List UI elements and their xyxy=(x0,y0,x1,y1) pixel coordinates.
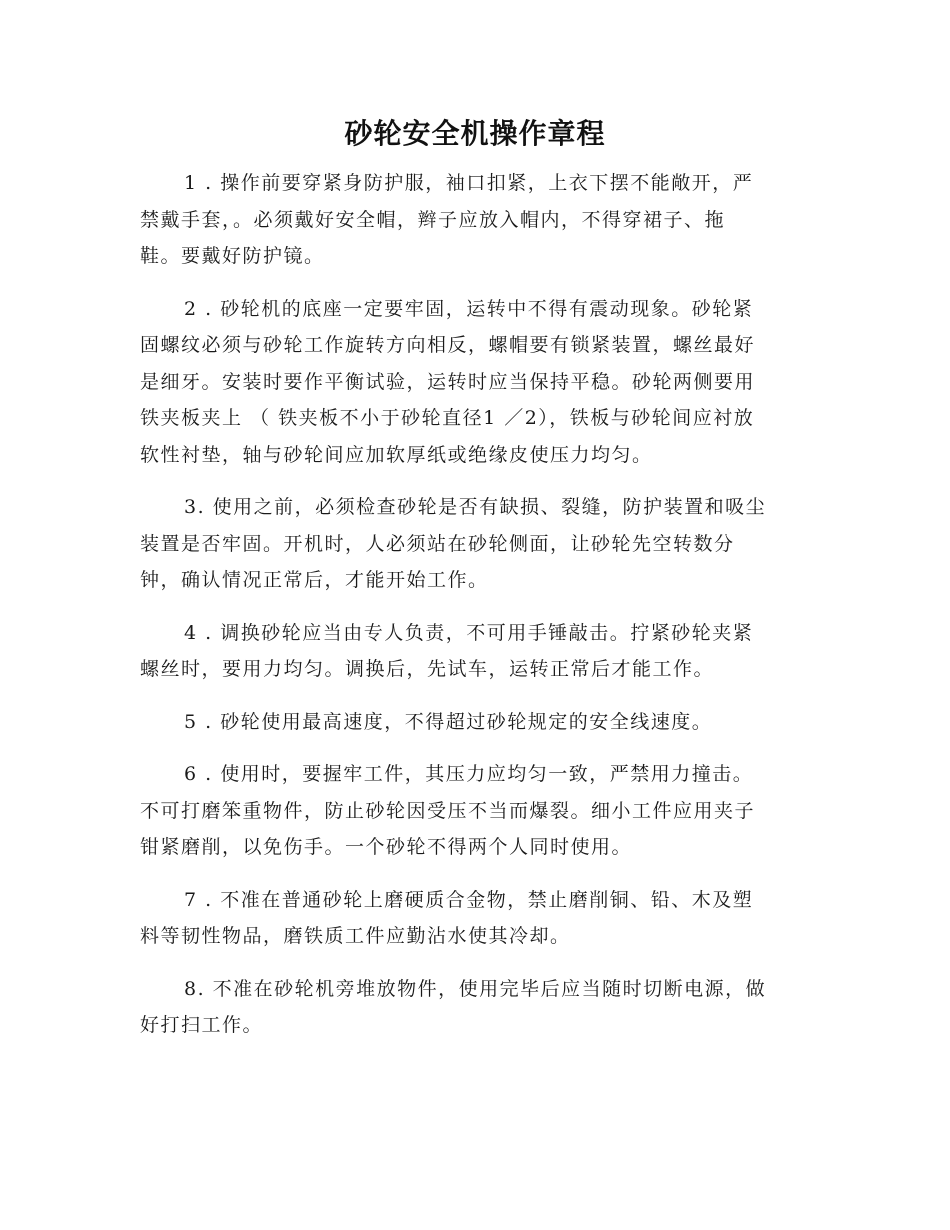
paragraph-line: 2 . 砂轮机的底座一定要牢固，运转中不得有震动现象。砂轮紧 xyxy=(184,297,754,320)
paragraph-line: 5 . 砂轮使用最高速度，不得超过砂轮规定的安全线速度。 xyxy=(184,710,713,733)
paragraph-line: 7 . 不准在普通砂轮上磨硬质合金物，禁止磨削铜、铅、木及塑 xyxy=(184,888,754,911)
paragraph-line: 4 . 调换砂轮应当由专人负责，不可用手锤敲击。拧紧砂轮夹紧 xyxy=(184,621,754,644)
paragraph-line: 钳紧磨削，以免伤手。一个砂轮不得两个人同时使用。 xyxy=(140,836,633,858)
paragraph-line: 钟，确认情况正常后，才能开始工作。 xyxy=(140,569,489,591)
paragraph-line: 1 . 操作前要穿紧身防护服，袖口扣紧，上衣下摆不能敞开，严 xyxy=(184,172,754,194)
paragraph-line: 3. 使用之前，必须检查砂轮是否有缺损、裂缝，防护装置和吸尘 xyxy=(184,496,767,518)
paragraph-line: 好打扫工作。 xyxy=(140,1014,264,1036)
paragraph-6 xyxy=(140,756,808,866)
paragraph-line: 装置是否牢固。开机时，人必须站在砂轮侧面，让砂轮先空转数分 xyxy=(140,532,735,555)
paragraph-line: 固螺纹必须与砂轮工作旋转方向相反，螺帽要有锁紧装置，螺丝最好 xyxy=(140,334,756,356)
paragraph-2 xyxy=(140,291,808,474)
paragraph-7 xyxy=(140,882,808,955)
paragraph-line: 不可打磨笨重物件，防止砂轮因受压不当而爆裂。细小工件应用夹子 xyxy=(140,799,756,822)
paragraph-8 xyxy=(140,971,808,1044)
paragraph-line: 铁夹板夹上 （ 铁夹板不小于砂轮直径1 ／2），铁板与砂轮间应衬放 xyxy=(140,407,755,429)
paragraph-line: 禁戴手套，。必须戴好安全帽，辫子应放入帽内，不得穿裙子、拖 xyxy=(140,208,726,231)
paragraph-5 xyxy=(140,704,808,741)
paragraph-4 xyxy=(140,615,808,688)
paragraph-line: 8. 不准在砂轮机旁堆放物件，使用完毕后应当随时切断电源，做 xyxy=(184,977,767,1000)
paragraph-line: 螺丝时，要用力均匀。调换后，先试车，运转正常后才能工作。 xyxy=(140,658,715,680)
paragraph-line: 软性衬垫，轴与砂轮间应加软厚纸或绝缘皮使压力均匀。 xyxy=(140,443,653,466)
paragraph-1 xyxy=(140,165,808,275)
paragraph-line: 鞋。要戴好防护镜。 xyxy=(140,245,325,267)
paragraph-line: 是细牙。安装时要作平衡试验，运转时应当保持平稳。砂轮两侧要用 xyxy=(140,370,756,393)
document-body xyxy=(140,165,808,1060)
paragraph-3 xyxy=(140,489,808,599)
paragraph-line: 6 . 使用时，要握牢工件，其压力应均匀一致，严禁用力撞击。 xyxy=(184,763,754,785)
paragraph-line: 料等韧性物品，磨铁质工件应勤沾水使其冷却。 xyxy=(140,925,571,947)
document-title: 砂轮安全机操作章程 xyxy=(344,117,606,150)
